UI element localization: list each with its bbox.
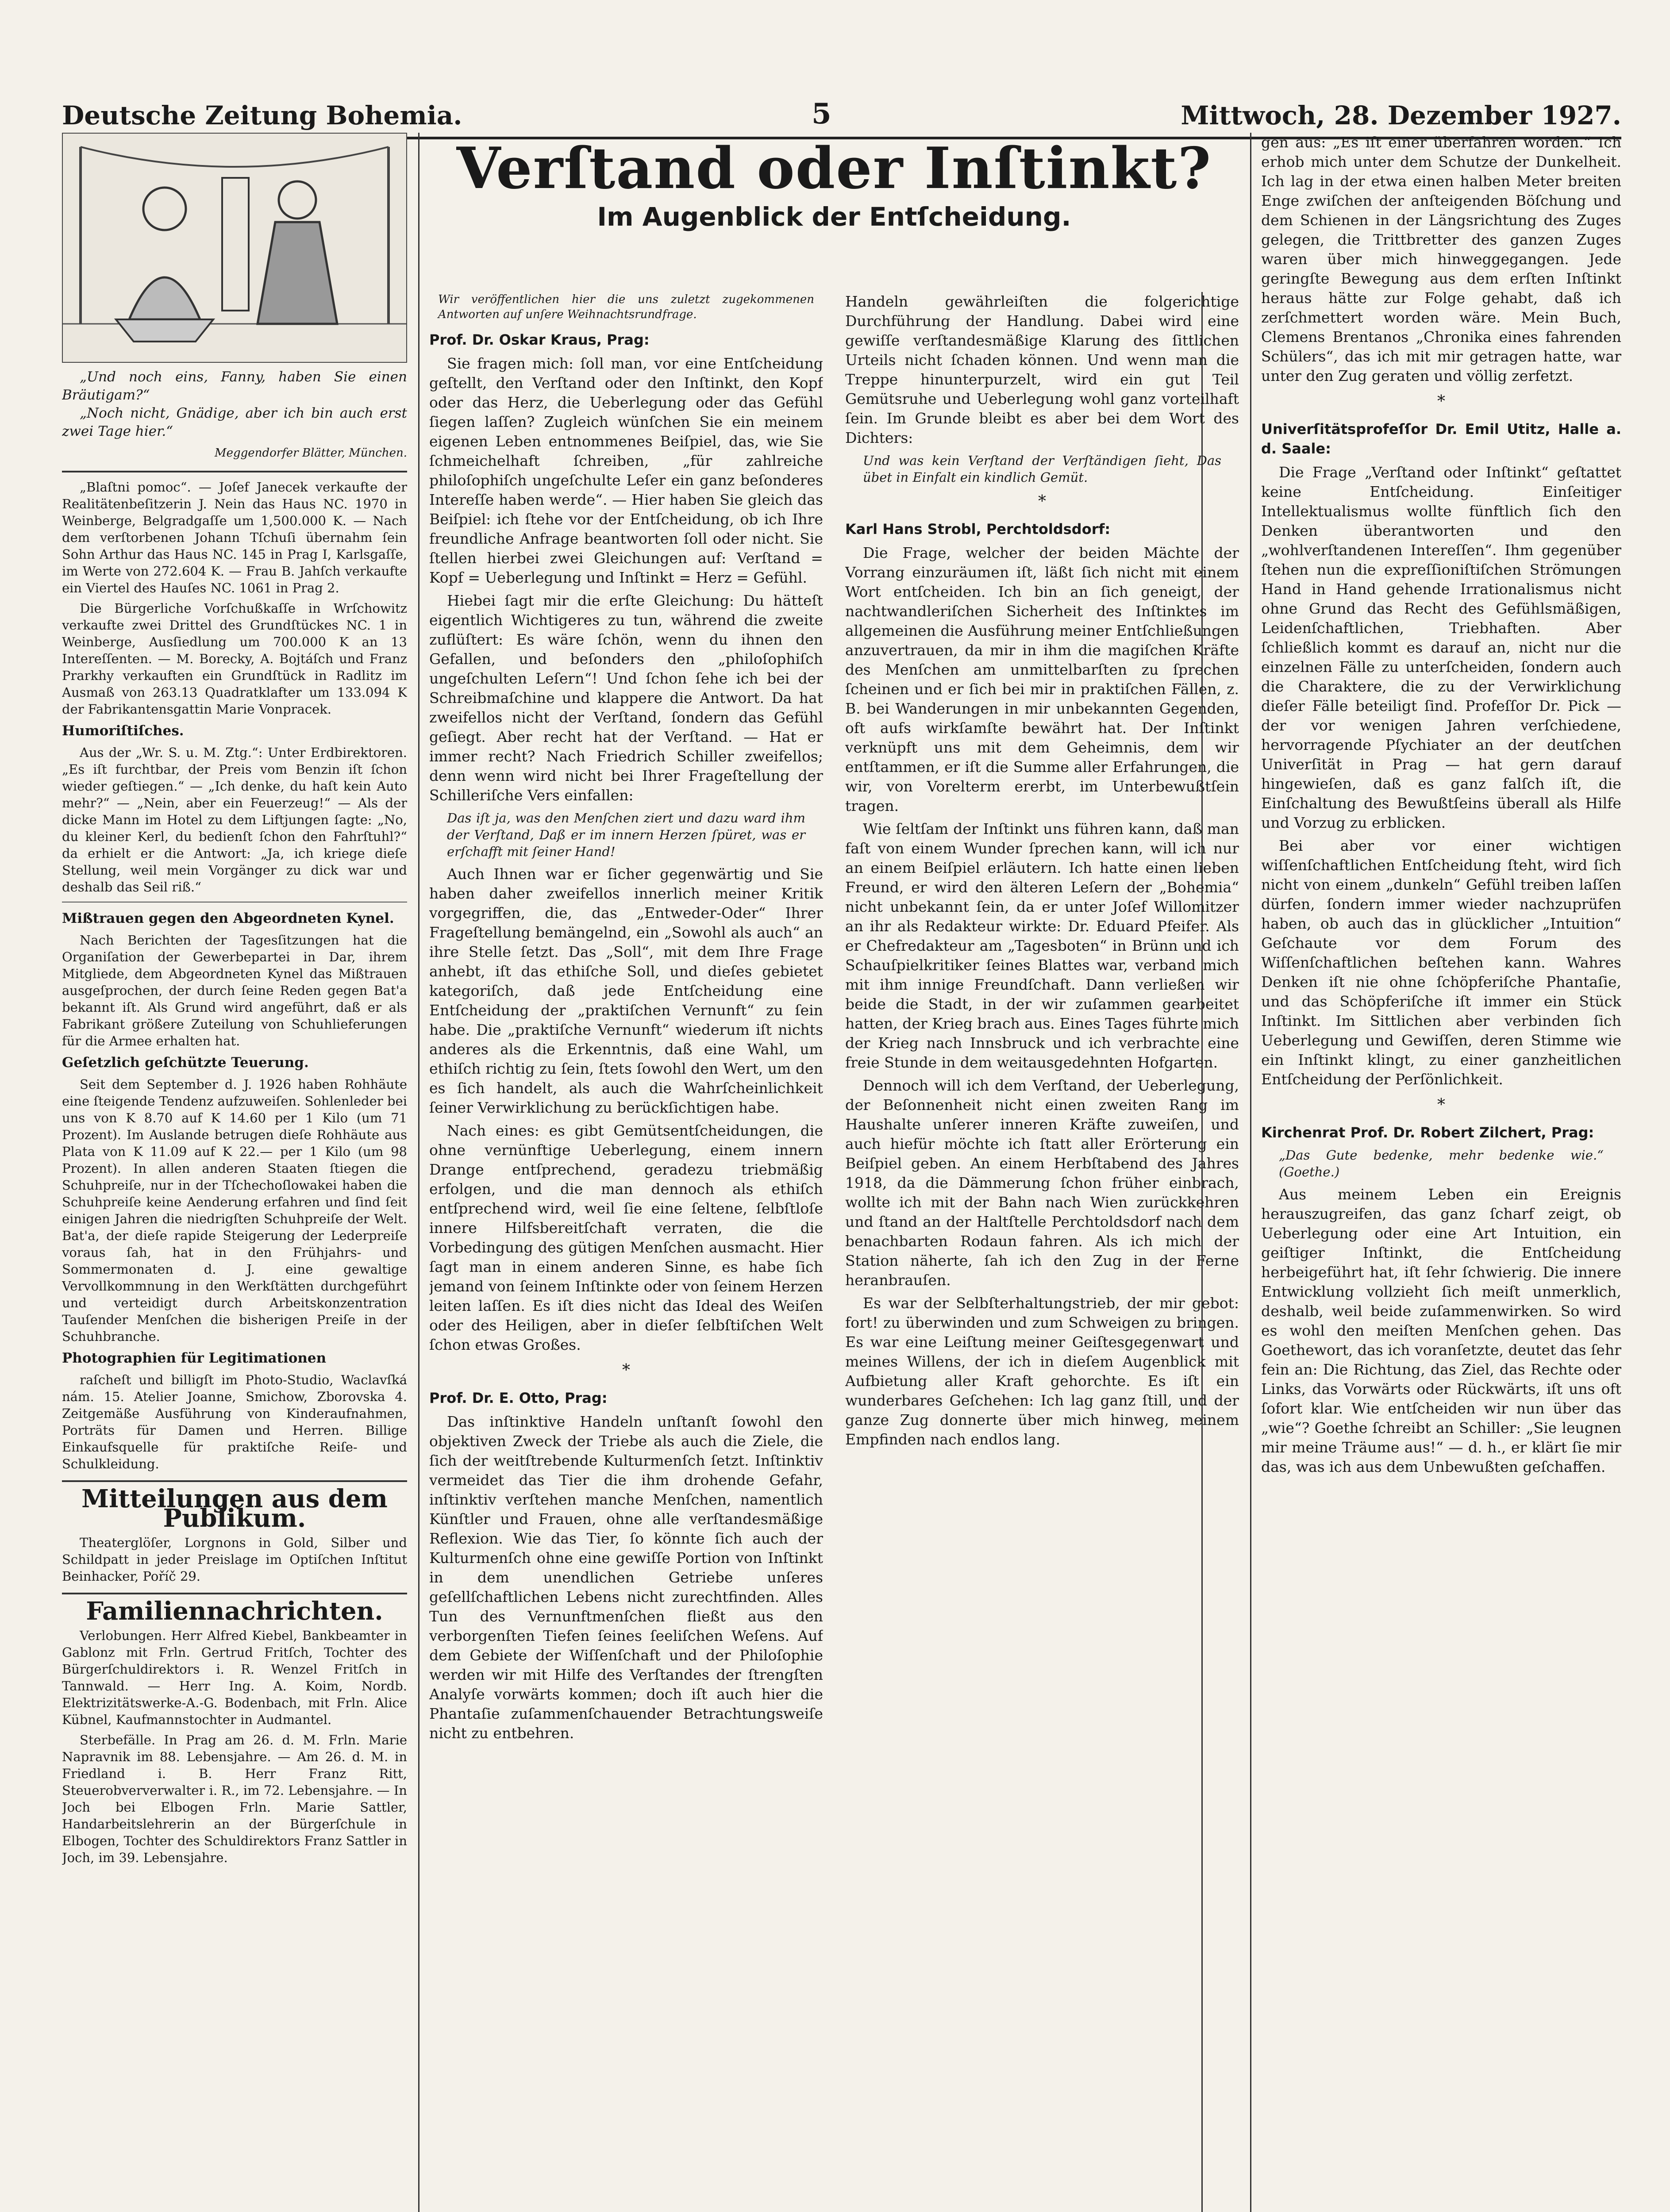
separator-star: * xyxy=(1437,392,1445,411)
column-left xyxy=(62,133,407,2212)
news-paragraph: Sterbefälle. In Prag am 26. d. M. Frln. Marie Napravnik im 88. Lebensjahre. — Am 26. d. M. in Friedland i. B. Herr Franz Ritt, Steuerobververwalter i. R., im 72. Lebensjahre. — In Joch bei Elbogen Frln. Marie Sattler, Handarbeitslehrerin an der Bürgerſchule in Elbogen, Tochter des Schuldirektors Franz Sattler in Joch, im 39. Lebensjahre. xyxy=(62,1732,407,1865)
article-paragraph: Auch Ihnen war er ſicher gegenwärtig und Sie haben daher zweifellos innerlich meiner Kritik vorgegriffen, die, das „Entweder-Oder“ Ihrer Frageſtellung bemängelnd, ein „Sowohl als auch“ an ihre Stelle ſetzt. Das „Soll“, mit dem Ihre Frage anhebt, iſt das ethiſche Soll, und dieſes gebietet kategoriſch, daß jede Entſcheidung eine Entſcheidung der „praktiſchen Vernunft“ zu ſein habe. Die „praktiſche Vernunft“ wiederum iſt nichts anderes als die Erkenntnis, daß eine Wahl, um ethiſch richtig zu ſein, ſtets ſowohl den Wert, um den es ſich handelt, als auch die Wahrſcheinlichkeit ſeiner Verwirklichung zu berückſichtigen habe. xyxy=(429,865,823,1116)
article-headline: Verſtand oder Inſtinkt? xyxy=(456,135,1212,202)
section-title: Mitteilungen aus dem Publikum. xyxy=(81,1484,388,1533)
motto-quote: „Das Gute bedenke, mehr bedenke wie.“ (Goethe.) xyxy=(1279,1148,1604,1179)
section-heading: Mißtrauen gegen den Abgeordneten Kynel. xyxy=(62,910,394,926)
article-paragraph: Dennoch will ich dem Verſtand, der Ueberlegung, der Beſonnenheit nicht einen zweiten Rang im Haushalte unſerer inneren Kräfte zuweiſen, und auch hiefür möchte ich ſtatt aller Erörterung ein Beiſpiel geben. An einem Herbſtabend des Jahres 1918, da die Dämmerung ſchon früher einbrach, wollte ich mit der Bahn nach Wien zurückkehren und ſtand an der Haltſtelle Perchtoldsdorf nach dem benachbarten Rodaun fahren. Als ich mich der Station näherte, ſah ich den Zug in der Ferne heranbrauſen. xyxy=(845,1077,1239,1289)
news-paragraph: „Blaſtni pomoc“. — Joſef Janecek verkaufte der Realitätenbeſitzerin J. Nein das Haus NC. 1970 in Weinberge, Belgradgaſſe um 1,500.000 K. — Nach dem verſtorbenen Johann Tſchuſi übernahm ſein Sohn Arthur das Haus NC. 145 in Prag I, Karlsgaſſe, im Werte von 272.604 K. — Frau B. Jahſch verkaufte ein Viertel des Hauſes NC. 1061 in Prag 2. xyxy=(62,480,407,595)
article-paragraph: Es war der Selbſterhaltungstrieb, der mir gebot: fort! zu überwinden und zum Schweigen zu bringen. Es war eine Leiſtung meiner Geiſtesgegenwart und meines Willens, der ich in dieſem Augenblick mit Aufbietung aller Kraft gehorchte. Es iſt ein wunderbares Geſchehen: Ich lag ganz ſtill, und der ganze Zug donnerte über mich hinweg, meinem Empfinden nach endlos lang. xyxy=(845,1294,1239,1448)
verse-quote: Das iſt ja, was den Menſchen ziert und dazu ward ihm der Verſtand, Daß er im innern Herzen ſpüret, was er erſchafft mit ſeiner Hand! xyxy=(447,810,805,859)
article-paragraph: Die Frage „Verſtand oder Inſtinkt“ geſtattet keine Entſcheidung. Einſeitiger Intellektualismus wollte fünftlich ſich den Denken überantworten und den „wohlverſtandenen Intereſſen“. Ihm gegenüber ſtehen nun die expreſſioniſtiſchen Strömungen Hand in Hand gehende Irrationalismus nicht ohne Grund das Recht des Gefühlsmäßigen, Leidenſchaftlichen, Triebhaften. Aber ſchließlich kommt es darauf an, nicht nur die einzelnen Fälle zu unterſcheiden, ſondern auch die Charaktere, die zu der Verwirklichung dieſer Fälle beteiligt ſind. Profeſſor Dr. Pick — der vor wenigen Jahren verſchiedene, hervorragende Pſychiater an der deutſchen Univerſität in Prag — hat gern darauf hingewieſen, daß es ganz falſch iſt, die Einſchaltung des Bewußtſeins überall als Hilfe und Vorzug zu erblicken. xyxy=(1261,464,1621,831)
author-name: Prof. Dr. E. Otto, Prag: xyxy=(429,1390,608,1406)
section-title: Familiennachrichten. xyxy=(86,1597,383,1626)
cartoon-caption-line: „Noch nicht, Gnädige, aber ich bin auch erst zwei Tage hier.“ xyxy=(62,405,407,439)
article-column-1 xyxy=(429,292,823,2212)
article-subheadline: Im Augenblick der Entſcheidung. xyxy=(597,202,1071,232)
news-paragraph: Verlobungen. Herr Alfred Kiebel, Bankbeamter in Gablonz mit Frln. Gertrud Fritſch, Tochter des Bürgerſchuldirektors i. R. Wenzel Fritſch in Tannwald. — Herr Ing. A. Koim, Nordb. Elektrizitätswerke-A.-G. Bodenbach, mit Frln. Alice Kübnel, Kaufmannstochter in Audmantel. xyxy=(62,1628,407,1727)
column-rule xyxy=(1250,133,1251,2212)
article-paragraph: Nach eines: es gibt Gemütsentſcheidungen, die ohne vernünftige Ueberlegung, einem innern Drange entſprechend, geradezu triebmäßig erfolgen, und die man dennoch als ethiſch entſprechend wird, weil ſie eine ſeltene, ſelbſtloſe innere Hilfsbereitſchaft verraten, die die Vorbedingung des gütigen Menſchen ausmacht. Hier ſagt man in einem anderen Sinne, es habe ſich jemand von ſeinem Inſtinkte oder von ſeinem Herzen leiten laſſen. Es iſt dies nicht das Ideal des Weiſen oder des Heiligen, aber in dieſer ſelbſtiſchen Welt ſchon etwas Großes. xyxy=(429,1122,823,1353)
separator-star: * xyxy=(622,1361,630,1379)
masthead-date: Mittwoch, 28. Dezember 1927. xyxy=(1181,100,1621,131)
separator-star: * xyxy=(1437,1096,1445,1114)
column-right xyxy=(1261,133,1621,2212)
author-name: Univerſitätsprofeſſor Dr. Emil Utitz, Halle a. d. Saale: xyxy=(1261,421,1621,457)
news-paragraph: Aus der „Wr. S. u. M. Ztg.“: Unter Erdbirektoren. „Es iſt furchtbar, der Preis vom Benzin iſt ſchon wieder geſtiegen.“ — „Ich denke, du haſt kein Auto mehr?“ — „Nein, aber ein Feuerzeug!“ — Als der dicke Mann im Hotel zu dem Liftjungen ſagte: „No, du kleiner Kerl, du bedienſt ſchon den Fahrſtuhl?“ da erhielt er die Antwort: „Ja, ich kriege dieſe Stellung, weil mein Vorgänger zu dick war und deshalb das Seil riß.“ xyxy=(62,745,407,895)
main-article xyxy=(429,133,1239,2212)
cartoon-caption-line: „Und noch eins, Fanny, haben Sie einen Bräutigam?“ xyxy=(62,369,407,403)
cartoon-credit: Meggendorfer Blätter, München. xyxy=(215,446,407,460)
columns xyxy=(62,133,1621,2212)
column-rule xyxy=(418,133,419,2212)
news-paragraph: raſcheſt und billigſt im Photo-Studio, Waclavſká nám. 15. Atelier Joanne, Smichow, Zborovska 4. Zeitgemäße Ausführung von Kinderaufnahmen, Porträts für Damen und Herren. Billige Einkaufsquelle für praktiſche Reiſe- und Schulkleidung. xyxy=(62,1372,407,1471)
article-paragraph: Bei aber vor einer wichtigen wiſſenſchaftlichen Entſcheidung ſteht, wird ſich nicht von einem „dunkeln“ Gefühl treiben laſſen dürfen, ſondern immer wieder nachzuprüfen haben, ob auch das in glücklicher „Intuition“ Geſchaute vor dem Forum des Wiſſenſchaftlichen beſtehen kann. Wahres Denken iſt nie ohne ſchöpferiſche Phantaſie, und das Schöpferiſche iſt immer ein Stück Inſtinkt. Im Sittlichen aber verbinden ſich Ueberlegung und Gewiſſen, deren Stimme wie ein Inſtinkt klingt, zu einer ganzheitlichen Entſcheidung der Perſönlichkeit. xyxy=(1261,837,1621,1088)
masthead-paper-name: Deutsche Zeitung Bohemia. xyxy=(62,100,462,131)
section-heading: Photographien für Legitimationen xyxy=(62,1350,327,1366)
article-paragraph: Hiebei ſagt mir die erſte Gleichung: Du hätteſt eigentlich Wichtigeres zu tun, während die zweite zuflüſtert: Es wäre ſchön, wenn du ihnen den Gefallen, und beſonders den „philoſophiſch ungeſchulten Leſern“! Und ſchon ſehe ich bei der Schreibmaſchine und klappere die Antwort. Da hat zweifellos nicht der Verſtand, ſondern das Gefühl geſiegt. Aber recht hat der Verſtand. — Hat er immer recht? Nach Friedrich Schiller zweifellos; denn wenn wird nicht bei Ihrer Frageſtellung der Schilleriſche Vers einfallen: xyxy=(429,592,823,804)
article-intro: Wir veröffentlichen hier die uns zuletzt zugekommenen Antworten auf unſere Weihnachtsrundfrage. xyxy=(438,293,814,321)
article-paragraph: gen aus: „Es iſt einer überfahren worden.“ Ich erhob mich unter dem Schutze der Dunkelheit. Ich lag in der etwa einen halben Meter breiten Enge zwiſchen der anſteigenden Böſchung und dem Schienen in der Längsrichtung des Zuges gelegen, die Trittbretter des ganzen Zuges waren über mich hinweggegangen. Jede geringſte Bewegung aus dem erſten Inſtinkt heraus hätte zur Folge gehabt, daß ich zerſchmettert worden wäre. Mein Buch, Clemens Brentanos „Chronika eines fahrenden Schülers“, das ich mit mir getragen hatte, war unter den Zug geraten und völlig zerfetzt. xyxy=(1261,134,1621,384)
article-paragraph: Die Frage, welcher der beiden Mächte der Vorrang einzuräumen iſt, läßt ſich nicht mit einem Wort entſcheiden. Ich bin an ſich geneigt, der nachtwandleriſchen Sicherheit des Inſtinktes im allgemeinen die Ausführung meiner Entſchließungen anzuvertrauen, da mir in ihm die magiſchen Kräfte des Menſchen am unmittelbarſten zu ſprechen ſcheinen und er ſich bei mir in praktiſchen Fällen, z. B. bei Wanderungen in mir unbekannten Gegenden, oft aufs wirkſamſte bewährt hat. Der Inſtinkt verknüpft uns mit dem Geheimnis, dem wir entſtammen, er iſt die Summe aller Erfahrungen, die wir, von Vorelterm ererbt, im Unterbewußtſein tragen. xyxy=(845,544,1239,814)
divider xyxy=(62,1480,407,1482)
news-paragraph: Theaterglöſer, Lorgnons in Gold, Silber und Schildpatt in jeder Preislage im Optiſchen Inſtitut Beinhacker, Poříč 29. xyxy=(62,1535,407,1584)
article-column-2 xyxy=(845,292,1239,2212)
separator-star: * xyxy=(1038,492,1046,511)
page-number: 5 xyxy=(812,97,831,131)
section-heading: Humoriſtiſches. xyxy=(62,723,184,739)
article-paragraph: Das inſtinktive Handeln unſtanſt ſowohl den objektiven Zweck der Triebe als auch die Ziele, die ſich der weitſtrebende Kulturmenſch ſetzt. Inſtinktiv vermeidet das Tier die ihm drohende Gefahr, inſtinktiv verſtehen manche Menſchen, namentlich Künſtler und Frauen, ohne alle verſtandesmäßige Reflexion. Wie das Tier, ſo könnte ſich auch der Kulturmenſch ohne eine gewiſſe Portion von Inſtinkt in dem unendlichen Getriebe unſeres geſellſchaftlichen Lebens nicht zurechtfinden. Alles Tun des Vernunftmenſchen fließt aus den verborgenſten Tiefen ſeines ſeeliſchen Weſens. Auf dem Gebiete der Wiſſenſchaft und der Philoſophie werden wir mit Hilfe des Verſtandes der ſtrengſten Analyſe vorwärts kommen; doch iſt auch hier die Phantaſie zuſammenſchauender Betrachtungsweiſe nicht zu entbehren. xyxy=(429,1413,823,1742)
news-paragraph: Die Bürgerliche Vorſchußkaſſe in Wrſchowitz verkaufte zwei Drittel des Grundſtückes NC. 1 in Weinberge, Ausſiedlung um 700.000 K an 13 Intereſſenten. — M. Borecky, A. Bojtáſch und Franz Prarkhy verkauften ein Grundſtück in Radlitz im Ausmaß von 263.13 Quadratklafter um 133.094 K der Fabrikantensgattin Marie Vonpracek. xyxy=(62,601,407,717)
article-paragraph: Wie ſeltſam der Inſtinkt uns führen kann, daß man faſt von einem Wunder ſprechen kann, will ich nur an einem Beiſpiel erläutern. Ich hatte einen lieben Freund, er wird den älteren Leſern der „Bohemia“ nicht unbekannt ſein, da er unter Joſef Willomitzer an ihr als Redakteur wirkte: Dr. Eduard Pfeifer. Als er Chefredakteur am „Tagesboten“ in Brünn und ich Schauſpielkritiker ſeines Blattes war, verband mich mit ihm innige Freundſchaft. Dann verließen wir beide die Stadt, in der wir zuſammen gearbeitet hatten, der Krieg brach aus. Eines Tages führte mich der Krieg nach Innsbruck und ich verbrachte eine freie Stunde in dem weitausgedehnten Hofgarten. xyxy=(845,820,1239,1071)
news-paragraph: Seit dem September d. J. 1926 haben Rohhäute eine ſteigende Tendenz aufzuweiſen. Sohlenleder bei uns von K 8.70 auf K 14.60 per 1 Kilo (um 71 Prozent). Im Auslande betrugen dieſe Rohhäute aus Plata von K 11.09 auf K 22.— per 1 Kilo (um 98 Prozent). In allen anderen Staaten ſtiegen die Schuhpreiſe, nur in der Tſchechoſlowakei haben die Schuhpreiſe keine Aenderung erfahren und ſind ſeit einigen Jahren die niedrigſten Schuhpreiſe der Welt. Bat'a, der dieſe rapide Steigerung der Lederpreiſe voraus ſah, hat in den Frühjahrs- und Sommermonaten d. J. eine gewaltige Vervollkommnung in den Werkſtätten durchgeführt und verteidigt durch Arbeitskonzentration Tauſender Menſchen die bisherigen Preiſe in der Schuhbranche. xyxy=(62,1077,407,1344)
article-paragraph: Handeln gewährleiſten die folgerichtige Durchführung der Handlung. Dabei wird eine gewiſſe verſtandesmäßige Klarung des ſittlichen Urteils nicht ſchaden können. Und wenn man die Treppe hinunterpurzelt, wird ein gut Teil Gemütsruhe und Ueberlegung wohl ganz vorteilhaft ſein. Im Grunde bleibt es aber bei dem Wort des Dichters: xyxy=(845,293,1239,446)
cartoon-caption xyxy=(62,368,407,441)
cartoon-illustration xyxy=(62,133,407,363)
author-name: Prof. Dr. Oskar Kraus, Prag: xyxy=(429,331,650,348)
cartoon-drawing xyxy=(63,134,406,362)
section-heading: Geſetzlich geſchützte Teuerung. xyxy=(62,1055,309,1071)
verse-quote: Und was kein Verſtand der Verſtändigen ſieht, Das übet in Einfalt ein kindlich Gemüt. xyxy=(863,453,1221,485)
divider xyxy=(62,1593,407,1594)
news-paragraph: Nach Berichten der Tagesſitzungen hat die Organiſation der Gewerbepartei in Dar, ihrem Mitgliede, dem Abgeordneten Kynel das Mißtrauen ausgeſprochen, der durch ſeine Reden gegen Bat'a bekannt iſt. Als Grund wird angeführt, daß er als Fabrikant größere Zuteilung von Schuhlieferungen für die Armee erhalten hat. xyxy=(62,933,407,1048)
divider xyxy=(62,471,407,472)
article-paragraph: Aus meinem Leben ein Ereignis herauszugreifen, das ganz ſcharf zeigt, ob Ueberlegung oder eine Art Intuition, ein geiſtiger Inſtinkt, die Entſcheidung herbeigeführt hat, iſt ſehr ſchwierig. Die innere Entwicklung vollzieht ſich meiſt unmerklich, deshalb, weil beide zuſammenwirken. So wird es wohl den meiſten Menſchen gehen. Das Goethewort, das ich voranſetzte, deutet das ſehr fein an: Die Richtung, das Ziel, das Rechte oder Links, das Vorwärts oder Rückwärts, iſt uns oft ſofort klar. Wie entſcheiden wir nun über das „wie“? Goethe ſchreibt an Schiller: „Sie leugnen mir meine Träume aus!“ — d. h., er klärt ſie mir das, was ich aus dem Unbewußten geſchaffen. xyxy=(1261,1186,1621,1475)
author-name: Kirchenrat Prof. Dr. Robert Zilchert, Prag: xyxy=(1261,1124,1594,1141)
author-name: Karl Hans Strobl, Perchtoldsdorf: xyxy=(845,521,1111,538)
article-paragraph: Sie fragen mich: ſoll man, vor eine Entſcheidung geſtellt, den Verſtand oder den Inſtinkt, den Kopf oder das Herz, die Ueberlegung oder das Gefühl ſiegen laſſen? Zugleich wünſchen Sie ein meinem eigenen Leben entnommenes Beiſpiel, das, wie Sie ſchmeichelhaft ſchreiben, „für zahlreiche philoſophiſch ungeſchulte Leſer ein ganz beſonderes Intereſſe haben werde“. — Hier haben Sie gleich das Beiſpiel: ich ſtehe vor der Entſcheidung, ob ich Ihre freundliche Anfrage beantworten ſoll oder nicht. Sie ſtellen hierbei zwei Gleichungen auf: Verſtand = Kopf = Ueberlegung und Inſtinkt = Herz = Gefühl. xyxy=(429,355,823,586)
